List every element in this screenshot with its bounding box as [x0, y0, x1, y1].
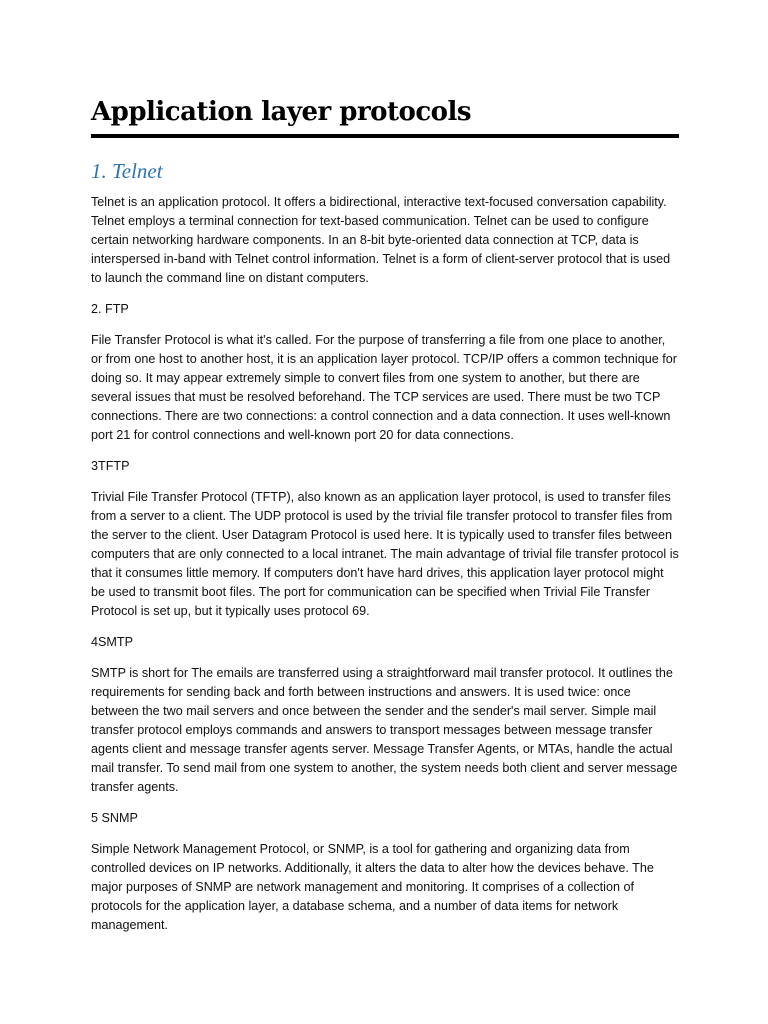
section-body-tftp: Trivial File Transfer Protocol (TFTP), also known as an application layer protocol, is used to transfer files from a server to a client. The UDP protocol is used by the trivial file transfer protocol to transfer files from the server to the client. User Datagram Protocol is used here. It is typically used to transfer files between computers that are only connected to a local intranet. The main advantage of trivial file transfer protocol is that it consumes little memory. If computers don't have hard drives, this application layer protocol might be used to transmit boot files. The port for communication can be specified when Trivial File Transfer Protocol is set up, but it typically uses protocol 69. — [91, 490, 679, 618]
section-heading-smtp: 4SMTP — [91, 635, 133, 649]
document-title: Application layer protocols — [91, 97, 472, 127]
section-body-ftp: File Transfer Protocol is what it's called. For the purpose of transferring a file from one place to another, or from one host to another host, it is an application layer protocol. TCP/IP offers a common technique for doing so. It may appear extremely simple to convert files from one system to another, but there are several issues that must be resolved beforehand. The TCP services are used. There must be two TCP connections. There are two connections: a control connection and a data connection. It uses well-known port 21 for control connections and well-known port 20 for data connections. — [91, 333, 677, 442]
section-heading-tftp: 3TFTP — [91, 459, 130, 473]
section-heading-ftp: 2. FTP — [91, 302, 129, 316]
section-heading-telnet: 1. Telnet — [91, 159, 163, 183]
section-body-snmp: Simple Network Management Protocol, or SNMP, is a tool for gathering and organizing data from controlled devices on IP networks. Additionally, it alters the data to alter how the devices behave. The major purposes of SNMP are network management and monitoring. It comprises of a collection of protocols for the application layer, a database schema, and a number of data items for network management. — [91, 842, 654, 932]
section-heading-snmp: 5 SNMP — [91, 811, 138, 825]
title-underline — [91, 134, 679, 138]
section-body-telnet: Telnet is an application protocol. It offers a bidirectional, interactive text-focused conversation capability. Telnet employs a terminal connection for text-based communication. Telnet can be used to configure certain networking hardware components. In an 8-bit byte-oriented data connection at TCP, data is interspersed in-band with Telnet control information. Telnet is a form of client-server protocol that is used to launch the command line on distant computers. — [91, 195, 671, 285]
section-body-smtp: SMTP is short for The emails are transferred using a straightforward mail transfer protocol. It outlines the requirements for sending back and forth between instructions and answers. It is used twice: once between the two mail servers and once between the sender and the sender's mail server. Simple mail transfer protocol employs commands and answers to transport messages between message transfer agents client and message transfer agents server. Message Transfer Agents, or MTAs, handle the actual mail transfer. To send mail from one system to another, the system needs both client and server message transfer agents. — [91, 666, 678, 794]
document-content — [91, 94, 679, 947]
